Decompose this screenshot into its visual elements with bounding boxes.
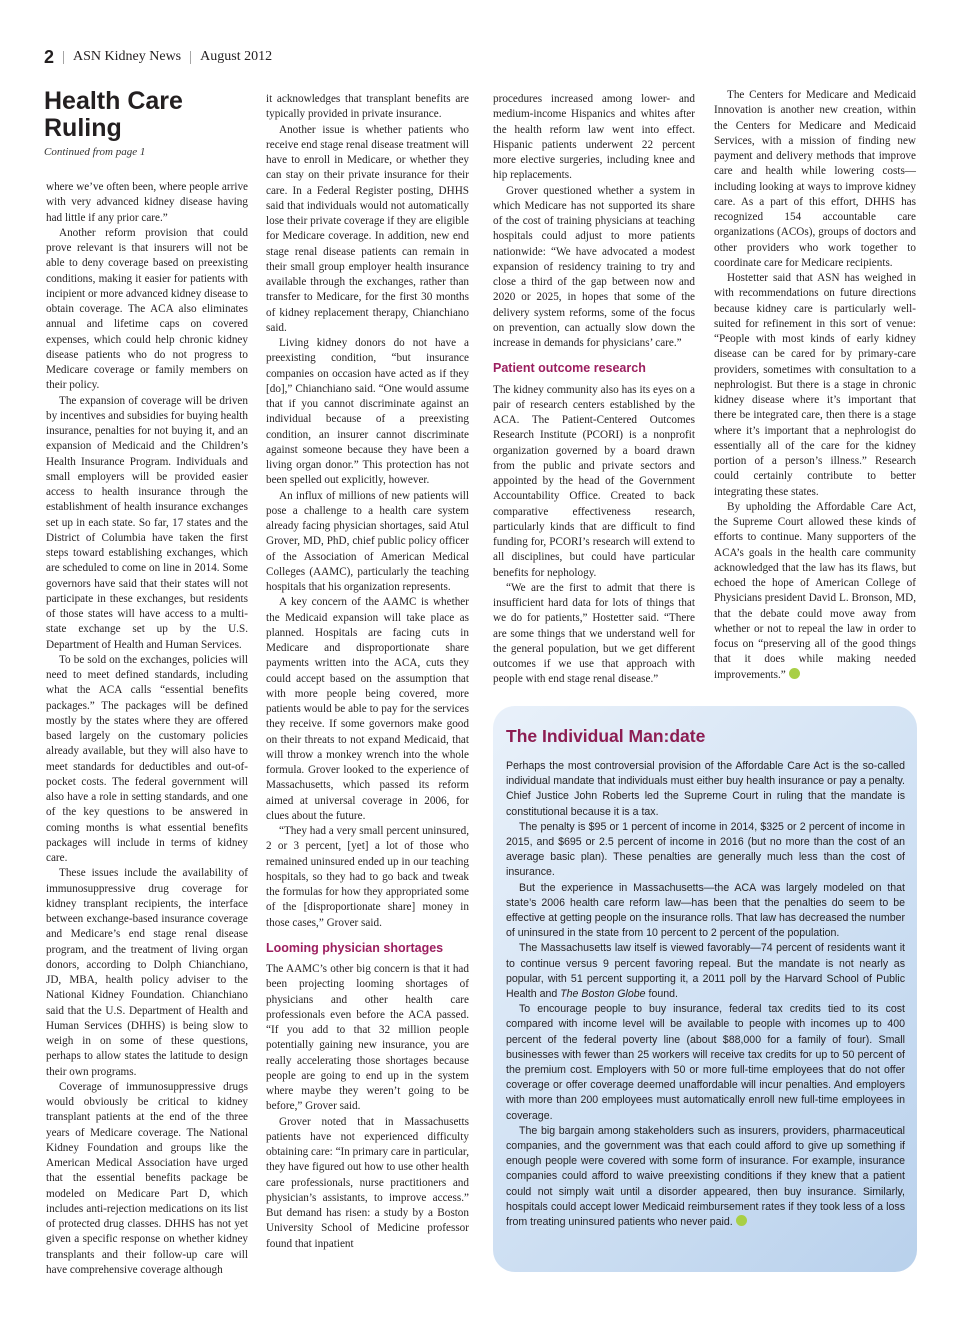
paragraph: The expansion of coverage will be driven by incentives and subsidies for buying health insurance, penalties for not buying it, and an expansion of Medicaid and the Children’s Health Insurance Program. Individuals and small employers will be provided easier access to health insurance through the establishment of health insurance exchanges set up in each state. So far, 17 states and the District of Columbia have taken the first steps toward establishing exchanges, which are scheduled to come on line in 2014. Some governors have said that their states will not participate in these exchanges, but residents of those states will have access to a multi-state exchange set up by the U.S. Department of Health and Human Services. <box>46 394 248 651</box>
paragraph: Living kidney donors do not have a preexisting condition, “but insurance companies on occasion have acted as if they [do],” Chianchiano said. “One would assume that if you cannot discriminate against an individual because of a preexisting condition, an insurer cannot discriminate against someone because they have been a living organ donor.” This protection has not been spelled out explicitly, however. <box>266 337 469 487</box>
article-column-2 <box>266 92 469 1252</box>
paragraph: Grover noted that in Massachusetts patients have not experienced difficulty obtaining care: “In primary care in particular, they have figured out how to use other health care professionals, nurse practitioners and physician’s assistants, to improve access.” But demand has risen: a study by a Boston University School of Medicine professor found that inpatient <box>266 1115 470 1250</box>
paragraph: “We are the first to admit that there is insufficient hard data for lots of things that we do for patients,” Hostetter said. “There are some things that we understand well for the general population, but we get different outcomes if we use that approach with people with end stage renal disease.” <box>493 581 695 686</box>
sidebar-italic-text: The Boston Globe <box>560 988 646 1001</box>
sidebar-paragraph: But the experience in Massachusetts—the ACA was largely modeled on that state’s 2006 health care reform law—has been that the penalties do seem to be effective at getting people on the insurance rolls. That law has decreased the number of uninsured in the state from 10 percent to 2 percent of the population. <box>506 881 905 940</box>
sidebar-text: The big bargain among stakeholders such as insurers, providers, pharmaceutical companies, and the government was that each could afford to give up something if enough people were covered with some form of insurance. For example, insurance companies could afford to waive preexisting conditions if they knew that a patient could not simply wait until a disorder appeared, then buy insurance. Similarly, hospitals could accept lower Medicaid reimbursement rates if they took less of a loss from treating uninsured patients who never paid. <box>506 1124 905 1229</box>
paragraph: To be sold on the exchanges, policies will need to meet defined standards, including what the ACA calls “essential benefits packages.” The packages will be defined mostly by the states where they are offered based largely on the customary policies already available, but they will also have to meet standards for deductibles and out-of-pocket costs. The federal government will also have a role in setting standards, and one of the key questions to be answered in coming months is what essential benefits packages will include in terms of kidney care. <box>46 653 248 864</box>
paragraph: The AAMC’s other big concern is that it had been projecting looming shortages of physicians and other health care professionals even before the ACA passed. “If you add to that 32 million people potentially gaining new insurance, you are really accelerating those shortages because people are going to end up in the system where maybe they weren’t going to be before,” Grover said. <box>266 963 469 1113</box>
article-title: Health Care Ruling <box>44 87 183 142</box>
sidebar-text: found. <box>645 988 678 1001</box>
sidebar-paragraph: The penalty is $95 or 1 percent of income in 2014, $325 or 2 percent of income in 2015, and $695 or 2.5 percent of income in 2016 (but no more than the cost of an average basic plan). These penalties are generally much less than the cost of insurance. <box>506 820 905 879</box>
sidebar-paragraph <box>506 1124 905 1230</box>
paragraph: Another reform provision that could prove relevant is that insurers will not be able to deny coverage based on preexisting conditions, making it easier for patients with incipient or more advanced kidney disease to obtain coverage. The ACA also eliminates annual and lifetime caps on covered expenses, which could help chronic kidney disease patients who do not progress to Medicare coverage or family members on their policy. <box>46 226 248 392</box>
paragraph: where we’ve often been, where people arrive with very advanced kidney disease having had little if any prior care.” <box>46 181 248 224</box>
paragraph: These issues include the availability of immunosuppressive drug coverage for kidney transplant recipients, the interface between exchange-based insurance coverage and Medicare’s end stage renal disease program, and the treatment of living organ donors, according to Dolph Chianchiano, JD, MBA, health policy adviser to the National Kidney Foundation. Chianchiano said that the U.S. Department of Health and Human Services (DHHS) is being slow to weigh in on some of these questions, perhaps to allow states the latitude to design their own programs. <box>46 867 248 1078</box>
paragraph <box>714 500 916 683</box>
paragraph: it acknowledges that transplant benefits are typically provided in private insurance. <box>266 93 469 121</box>
sidebar-text: The Massachusetts law itself is viewed favorably—74 percent of residents want it to continue versus 9 percent favoring repeal. But the mandate is not nearly as popular, with 51 percent supporting it, a 2011 poll by the Harvard School of Public Health and <box>506 942 905 1001</box>
paragraph: The kidney community also has its eyes on a pair of research centers established by the ACA. The Patient-Centered Outcomes Research Institute (PCORI) is a nonprofit organization governed by a board drawn from the public and private sectors and appointed by the head of the Government Accountability Office. Created to back comparative effectiveness research, particularly kinds that are difficult to find funding for, PCORI’s research will extend to all disciplines, but could have particular benefits for nephology. <box>493 383 695 579</box>
article-column-4 <box>714 88 916 683</box>
article-column-1 <box>46 180 248 1278</box>
paragraph: “They had a very small percent uninsured, 2 or 3 percent, [yet] a lot of those who remained uninsured ended up in our teaching hospitals, so they had to go back and tweak the formulas for how they appropriated some of the [disproportionate share] money in those cases,” Grover said. <box>266 825 469 929</box>
paragraph: Grover questioned whether a system in which Medicare has not supported its share of the cost of training physicians at teaching hospitals could adjust to more patients nationwide: “We have advocated a modest expansion of residency training to try and close a third of the gap between now and 2020 or 2025, in hopes that some of the delivery system reforms, some of the focus on prevention, can actually slow down the increase in demands for physicians’ care.” <box>493 184 695 349</box>
paragraph: The Centers for Medicare and Medicaid Innovation is another new creation, within the Centers for Medicare and Medicaid Services, with a mission of finding new payment and delivery methods that improve care and health while lowering costs—including looking at ways to improve kidney care. As a part of this effort, DHHS has recognized 154 accountable care organizations (ACOs), groups of doctors and other providers who work together to coordinate care for Medicare recipients. <box>714 89 916 269</box>
header-separator: | <box>62 48 66 65</box>
paragraph: Hostetter said that ASN has weighed in with recommendations on future directions because kidney care is particularly well-suited for refinement in this sort of venue: “People with most kinds of early kidney disease can be cared for by primary-care providers, sometimes with consultation to a nephrologist. But there is a stage in chronic kidney disease where it’s important that there be integrated care, then there is a stage where it’s important that a nephrologist do essentially all of the care for the kidney portion of a person’s illness.” Research could certainly contribute to better integrating these states. <box>714 272 916 498</box>
paragraph-text: By upholding the Affordable Care Act, the Supreme Court allowed these kinds of efforts to continue. Many supporters of the ACA’s goals in the health care community acknowledged that the law has its flaws, but echoed the hope of American College of Physicians president David L. Bronson, MD, that the debate could move away from whether or not to repeal the law in order to focus on “preserving all of the good things that it does while making needed improvements.” <box>714 500 916 681</box>
page-number: 2 <box>44 46 55 67</box>
page-header <box>44 46 272 68</box>
issue-date: August 2012 <box>200 49 273 64</box>
paragraph: Another issue is whether patients who receive end stage renal disease treatment will have to enroll in Medicare, or whether they can stay on their private insurance for their care. In a Federal Register posting, DHHS said that individuals would not automatically lose their private coverage if they are eligible for Medicare coverage. In addition, new end stage renal disease patients can remain in their small group employer health insurance available through the exchanges, rather than transfer to Medicare, for the first 30 months of kidney replacement therapy, Chianchiano said. <box>266 123 469 334</box>
sidebar-paragraph: Perhaps the most controversial provision of the Affordable Care Act is the so-called individual mandate that individuals must either buy health insurance or pay a penalty. Chief Justice John Roberts led the Supreme Court in ruling that the mandate is constitutional because it is a tax. <box>506 760 905 818</box>
end-of-story-dot-icon <box>789 668 800 679</box>
subhead-patient-outcome-research: Patient outcome research <box>493 361 646 376</box>
sidebar-paragraph <box>506 941 905 1002</box>
header-separator: | <box>189 48 193 65</box>
sidebar-title: The Individual Man:date <box>506 726 706 746</box>
paragraph: An influx of millions of new patients will pose a challenge to a health care system already facing physician shortages, said Atul Grover, MD, PhD, chief public policy officer of the Association of American Medical Colleges (AAMC), particularly the teaching hospitals that his organization represents. <box>266 489 469 593</box>
publication-name: ASN Kidney News <box>73 49 182 64</box>
sidebar-paragraph: To encourage people to buy insurance, federal tax credits tied to its cost compared with income level will be available to people with incomes up to 400 percent of the federal poverty line (about $88,000 for a family of four). Small businesses with fewer than 25 workers will receive tax credits for up to 50 percent of the premium cost. Employers with 50 or more full-time employees that do not offer coverage or offer coverage deemed unaffordable will incur penalties. And employers with more than 200 employees must automatically enroll new full-time employees in coverage. <box>506 1003 905 1122</box>
article-column-3 <box>493 92 695 688</box>
continued-note: Continued from page 1 <box>44 146 146 158</box>
paragraph: A key concern of the AAMC is whether the Medicaid expansion will take place as planned. Hospitals are facing cuts in Medicare and disproportionate share payments written into the ACA, cuts they could accept based on the assumption that with more people being covered, more patients would be able to pay for the services they receive. If some governors make good on their threats to not expand Medicaid, that will throw a monkey wrench into the whole formula. Grover looked to the experience of Massachusetts, which passed its reform aimed at universal coverage in 2006, for clues about the future. <box>266 596 469 822</box>
subhead-physician-shortages: Looming physician shortages <box>266 940 444 955</box>
sidebar-box-individual-mandate <box>493 706 917 1272</box>
sidebar-body <box>506 759 905 1230</box>
paragraph: procedures increased among lower- and medium-income Hispanics and whites after the health reform law went into effect. Hispanic patients underwent 22 percent more elective surgeries, including knee and hip replacements. <box>493 93 695 182</box>
end-of-story-dot-icon <box>736 1215 747 1226</box>
paragraph: Coverage of immunosuppressive drugs would obviously be critical to kidney transplant patients at the end of the three years of Medicare coverage. The National Kidney Foundation and groups like the American Medical Association have urged that the essential benefits package be modeled on Medicare Part D, which includes anti-rejection medications on its list of protected drug classes. DHHS has not yet given a specific response on whether kidney transplants and their follow-up care will have comprehensive coverage although <box>46 1080 248 1276</box>
